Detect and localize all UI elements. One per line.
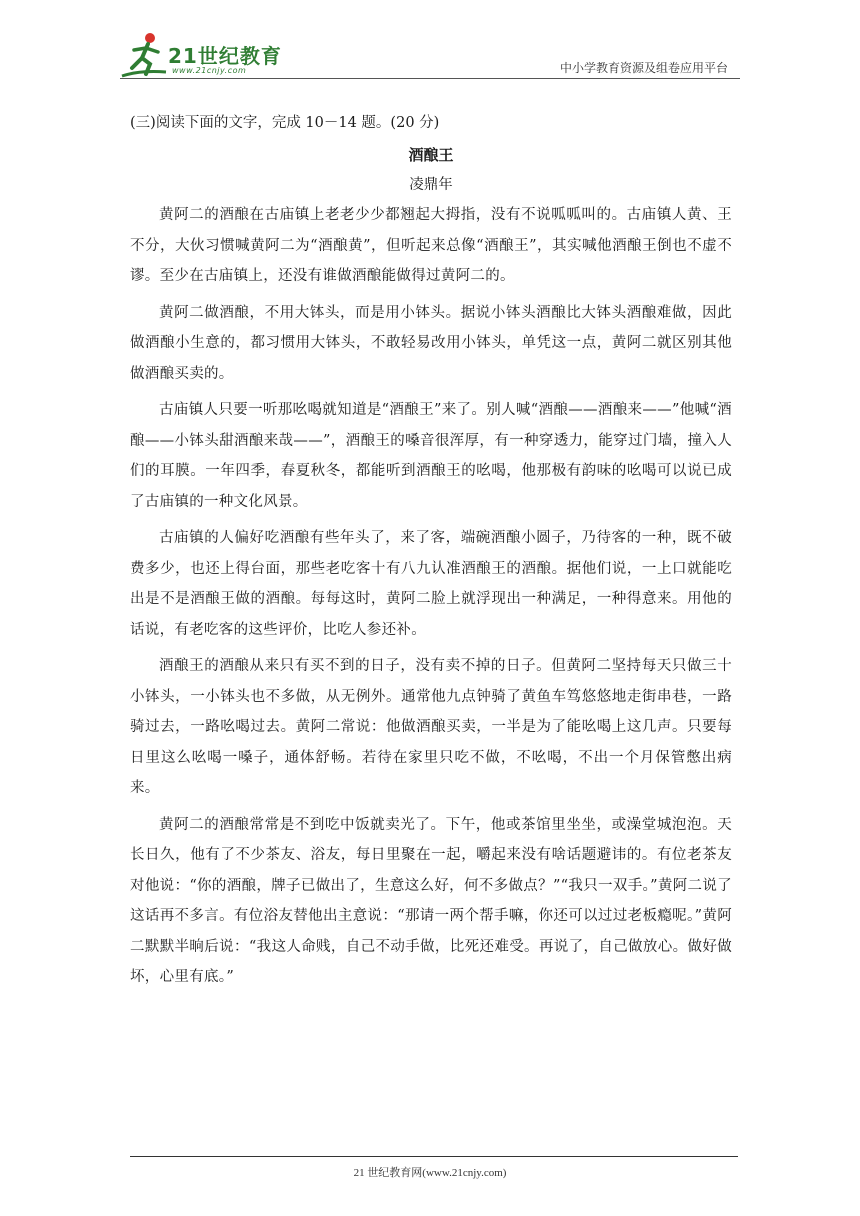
article-paragraph: 黄阿二做酒酿，不用大钵头，而是用小钵头。据说小钵头酒酿比大钵头酒酿难做，因此做酒酿小生意的，都习惯用大钵头，不敢轻易改用小钵头，单凭这一点，黄阿二就区别其他做酒酿买卖的。 (130, 304, 732, 382)
page-header (120, 30, 740, 82)
document-body (130, 108, 732, 999)
article-title: 酒酿王 (408, 146, 454, 164)
logo-text: 21世纪教育 (168, 44, 282, 68)
article-paragraph: 黄阿二的酒酿常常是不到吃中饭就卖光了。下午，他或茶馆里坐坐，或澡堂城泡泡。天长日久，他有了不少茶友、浴友，每日里聚在一起，嚼起来没有啥话题避讳的。有位老茶友对他说：“你的酒酿，牌子已做出了，生意这么好，何不多做点？”“我只一双手。”黄阿二说了这话再不多言。有位浴友替他出主意说：“那请一两个帮手嘛，你还可以过过老板瘾呢。”黄阿二默默半晌后说：“我这人命贱，自己不动手做，比死还难受。再说了，自己做放心。做好做坏，心里有底。” (130, 816, 732, 985)
running-figure-logo-icon (120, 30, 168, 82)
question-instruction: (三)阅读下面的文字，完成 10－14 题。(20 分) (130, 115, 440, 131)
header-divider (120, 78, 740, 79)
article-author: 凌鼎年 (409, 177, 453, 193)
platform-tagline: 中小学教育资源及组卷应用平台 (559, 61, 728, 75)
site-logo[interactable] (120, 30, 290, 82)
logo-url: www.21cnjy.com (172, 66, 247, 75)
article-paragraph: 黄阿二的酒酿在古庙镇上老老少少都翘起大拇指，没有不说呱呱叫的。古庙镇人黄、王不分，大伙习惯喊黄阿二为“酒酿黄”，但听起来总像“酒酿王”，其实喊他酒酿王倒也不虚不谬。至少在古庙镇上，还没有谁做酒酿能做得过黄阿二的。 (130, 207, 732, 284)
footer-divider (130, 1156, 738, 1157)
article-paragraph: 古庙镇人只要一听那吆喝就知道是“酒酿王”来了。别人喊“酒酿——酒酿来——”他喊“酒酿——小钵头甜酒酿来哉——”，酒酿王的嗓音很浑厚，有一种穿透力，能穿过门墙，撞入人们的耳膜。一年四季，春夏秋冬，都能听到酒酿王的吆喝，他那极有韵味的吆喝可以说已成了古庙镇的一种文化风景。 (130, 402, 732, 510)
page-footer[interactable]: 21 世纪教育网(www.21cnjy.com) (353, 1167, 507, 1179)
article-paragraph: 酒酿王的酒酿从来只有买不到的日子，没有卖不掉的日子。但黄阿二坚持每天只做三十小钵头，一小钵头也不多做，从无例外。通常他九点钟骑了黄鱼车笃悠悠地走街串巷，一路骑过去，一路吆喝过去。黄阿二常说：他做酒酿买卖，一半是为了能吆喝上这几声。只要每日里这么吆喝一嗓子，通体舒畅。若待在家里只吃不做，不吆喝，不出一个月保管憋出病来。 (130, 658, 732, 796)
article-paragraph: 古庙镇的人偏好吃酒酿有些年头了，来了客，端碗酒酿小圆子，乃待客的一种，既不破费多少，也还上得台面，那些老吃客十有八九认准酒酿王的酒酿。据他们说，一上口就能吃出是不是酒酿王做的酒酿。每每这时，黄阿二脸上就浮现出一种满足，一种得意来。用他的话说，有老吃客的这些评价，比吃人参还补。 (130, 530, 732, 638)
